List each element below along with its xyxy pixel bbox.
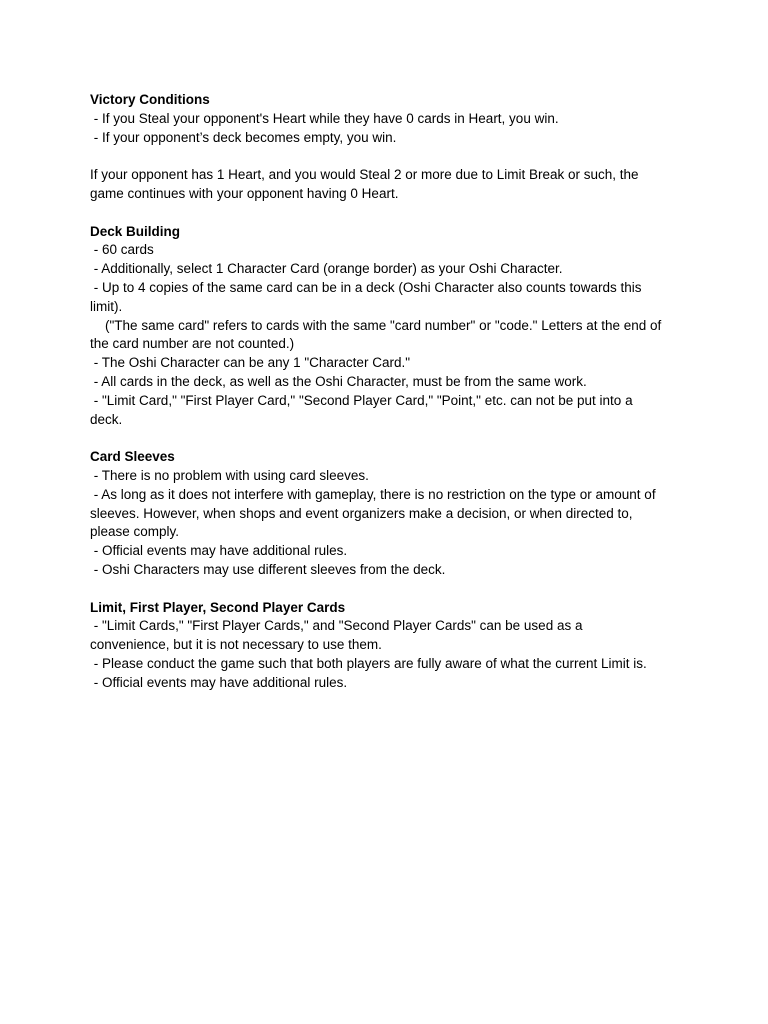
section-heading: Victory Conditions <box>90 92 210 107</box>
rule-line: - "Limit Card," "First Player Card," "Second Player Card," "Point," etc. can not be put into a <box>90 392 633 408</box>
section-heading: Limit, First Player, Second Player Cards <box>90 599 346 615</box>
rule-line: - Official events may have additional rules. <box>90 674 348 690</box>
rule-line: - If you Steal your opponent's Heart while they have 0 cards in Heart, you win. <box>90 110 559 126</box>
note-line: game continues with your opponent having 0 Heart. <box>90 185 399 201</box>
rule-line: - If your opponent’s deck becomes empty, you win. <box>90 129 397 145</box>
rule-line: limit). <box>90 298 123 314</box>
section-heading: Card Sleeves <box>90 449 175 465</box>
section-deck-building <box>90 223 690 430</box>
rule-line: ("The same card" refers to cards with the same "card number" or "code." Letters at the end of <box>90 317 662 333</box>
rule-line: sleeves. However, when shops and event organizers make a decision, or when directed to, <box>90 505 633 521</box>
paragraph-gap <box>90 204 690 223</box>
rule-line: - As long as it does not interfere with gameplay, there is no restriction on the type or amount of <box>90 486 656 502</box>
rule-line: convenience, but it is not necessary to use them. <box>90 637 382 653</box>
section-card-sleeves <box>90 448 690 580</box>
section-limit-player-cards <box>90 599 690 693</box>
rule-line: - Official events may have additional rules. <box>90 543 348 559</box>
rule-line: - There is no problem with using card sleeves. <box>90 467 369 483</box>
rule-line: deck. <box>90 411 123 427</box>
rule-line: - Additionally, select 1 Character Card (orange border) as your Oshi Character. <box>90 261 563 277</box>
rule-line: - The Oshi Character can be any 1 "Character Card." <box>90 355 410 371</box>
section-heading: Deck Building <box>90 223 181 239</box>
rule-line: - Up to 4 copies of the same card can be in a deck (Oshi Character also counts towards this <box>90 279 642 295</box>
rule-line: - Oshi Characters may use different sleeves from the deck. <box>90 561 446 577</box>
rule-line: - Please conduct the game such that both players are fully aware of what the current Limit is. <box>90 655 647 671</box>
rule-line: please comply. <box>90 524 180 540</box>
rule-line: - 60 cards <box>90 242 154 258</box>
section-victory-conditions <box>90 91 690 204</box>
rule-line: - "Limit Cards," "First Player Cards," and "Second Player Cards" can be used as a <box>90 618 583 634</box>
paragraph-gap <box>90 429 690 448</box>
rule-line: the card number are not counted.) <box>90 336 295 352</box>
rule-line: - All cards in the deck, as well as the Oshi Character, must be from the same work. <box>90 373 587 389</box>
paragraph-gap <box>90 580 690 599</box>
note-line: If your opponent has 1 Heart, and you would Steal 2 or more due to Limit Break or such, the <box>90 167 639 183</box>
document-page <box>90 91 690 693</box>
paragraph-gap <box>90 147 690 166</box>
